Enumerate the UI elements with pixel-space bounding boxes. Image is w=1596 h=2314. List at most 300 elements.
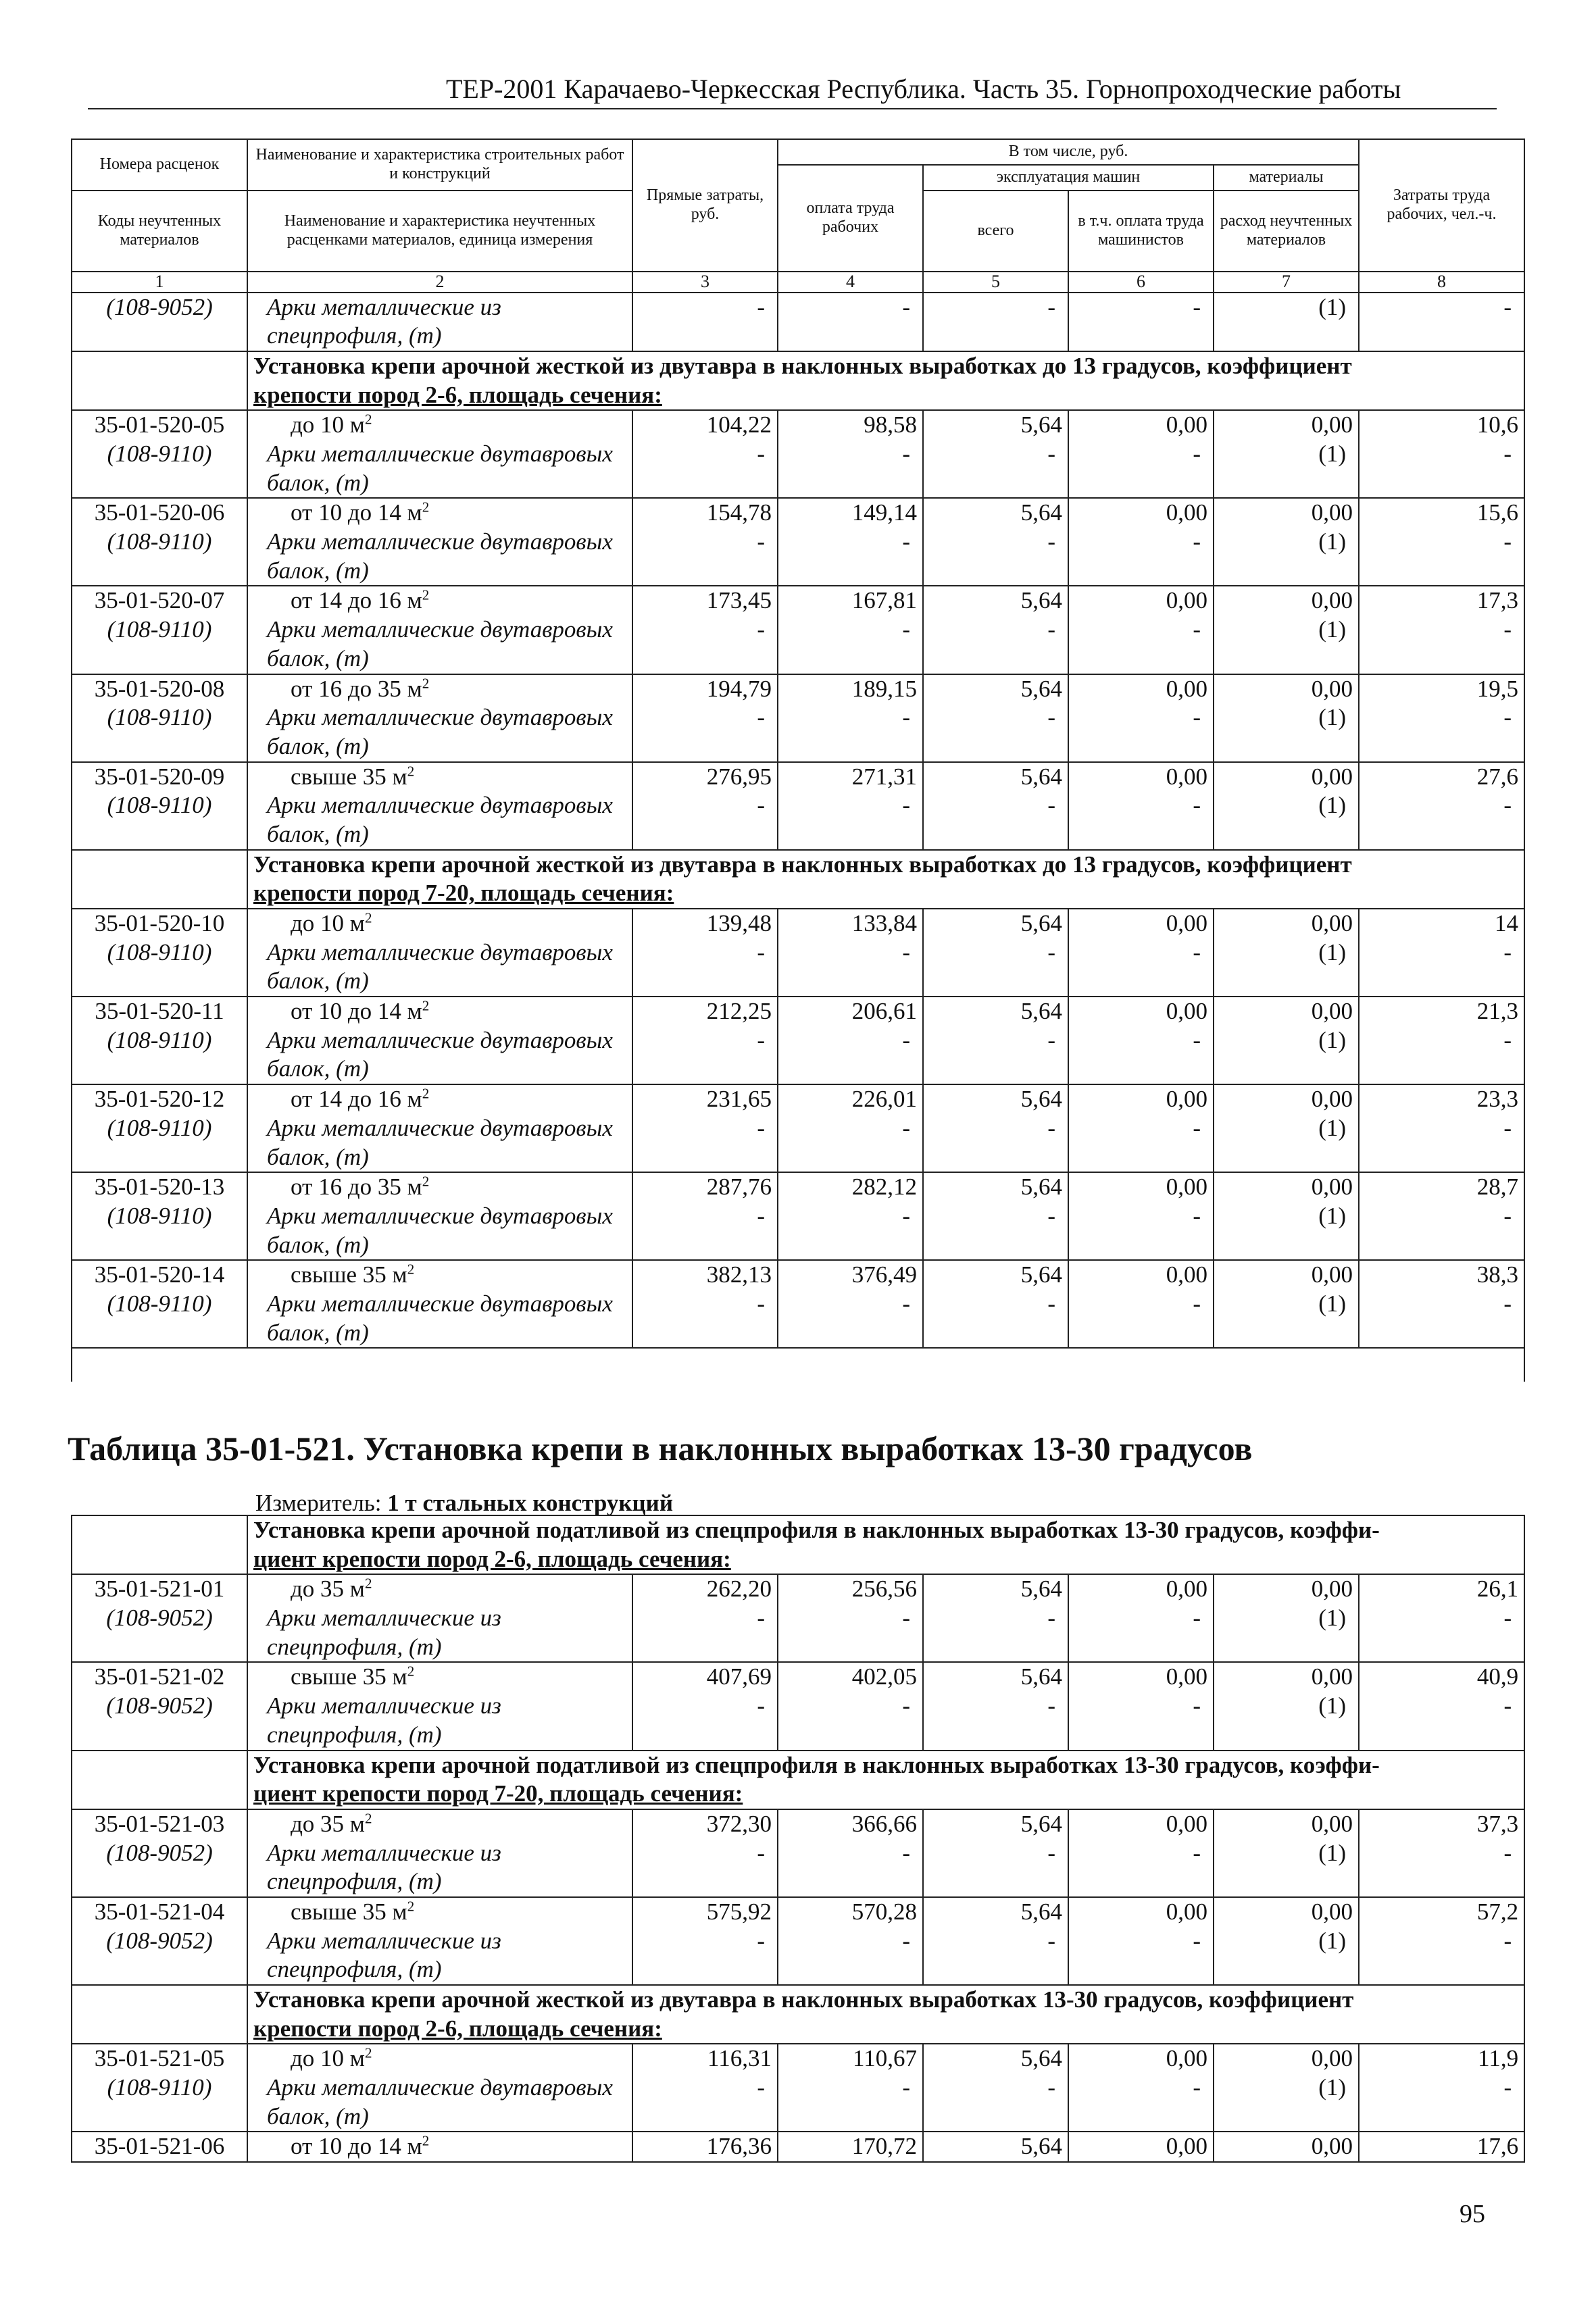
- work-name: [253, 499, 626, 528]
- value: 5,64: [1020, 2045, 1062, 2072]
- value-cell: [1359, 674, 1524, 762]
- value: 149,14: [851, 499, 917, 526]
- table-row: [72, 2044, 1524, 2132]
- section-header-row: [72, 1985, 1524, 2044]
- value-cell: [632, 997, 778, 1084]
- value-cell: [1068, 1897, 1214, 1985]
- value: 570,28: [851, 1898, 917, 1925]
- material-value: -: [902, 293, 910, 320]
- rate-code: 35-01-520-09: [94, 763, 225, 790]
- material-value: -: [1193, 441, 1201, 468]
- value: 256,56: [851, 1576, 917, 1603]
- value: 376,49: [851, 1261, 917, 1288]
- table-row: [72, 1574, 1524, 1662]
- section-header-row: [72, 351, 1524, 410]
- code-cell: [72, 1897, 247, 1985]
- value: 116,31: [707, 2045, 772, 2072]
- value: 194,79: [706, 675, 772, 702]
- value: 276,95: [706, 763, 772, 790]
- value-cell: [1214, 674, 1359, 762]
- unit-exponent: 2: [422, 586, 430, 603]
- value-cell: [1068, 586, 1214, 674]
- value-cell: [1068, 1084, 1214, 1172]
- material-value: -: [1047, 1605, 1055, 1632]
- column-number: 2: [247, 272, 632, 293]
- material-value: -: [1047, 1290, 1055, 1317]
- name-cell: [247, 498, 632, 586]
- value-cell: [632, 1260, 778, 1348]
- value-cell: [1359, 1084, 1524, 1172]
- unit-exponent: 2: [407, 762, 415, 779]
- column-number: 7: [1214, 272, 1359, 293]
- material-value: -: [1047, 1927, 1055, 1954]
- col-header-incl: В том числе, руб.: [778, 139, 1359, 165]
- value: 176,36: [706, 2133, 772, 2160]
- unit-exponent: 2: [422, 1173, 430, 1190]
- material-value: -: [1193, 1927, 1201, 1954]
- material-name: Арки металлические из спецпрофиля, (т): [267, 1605, 501, 1660]
- value: 5,64: [1020, 1898, 1062, 1925]
- material-value: -: [902, 1114, 910, 1141]
- material-code: (108-9052): [106, 1692, 213, 1719]
- material-value: -: [1193, 938, 1201, 965]
- value: 5,64: [1020, 1261, 1062, 1288]
- table-row: [72, 762, 1524, 850]
- value-cell: [1359, 498, 1524, 586]
- value-cell: [923, 2132, 1068, 2162]
- value: 0,00: [1311, 499, 1353, 526]
- material-value: -: [902, 938, 910, 965]
- value-cell: [923, 674, 1068, 762]
- material-value: -: [1047, 792, 1055, 819]
- value-cell: [1214, 293, 1359, 351]
- value-cell: [778, 1809, 923, 1897]
- table-row: [72, 674, 1524, 762]
- value: 0,00: [1311, 2045, 1353, 2072]
- material-code: (108-9110): [107, 441, 212, 468]
- col-header-materials: материалы: [1214, 165, 1359, 191]
- value: 28,7: [1476, 1174, 1518, 1201]
- material-value: -: [1047, 1026, 1055, 1053]
- value-cell: [1359, 2044, 1524, 2132]
- code-cell: [72, 410, 247, 498]
- section-title-subline: крепости пород 2-6, площадь сечения:: [253, 2015, 662, 2042]
- material-value: -: [1193, 1605, 1201, 1632]
- unit-exponent: 2: [364, 909, 372, 926]
- value-cell: [1359, 1172, 1524, 1260]
- material-value: -: [902, 2074, 910, 2101]
- value-cell: [778, 1260, 923, 1348]
- spacer-cell: [72, 1348, 1524, 1382]
- value-cell: [1068, 1662, 1214, 1750]
- rate-code: 35-01-520-05: [94, 411, 225, 438]
- value-cell: [632, 1897, 778, 1985]
- unit-exponent: 2: [364, 411, 372, 428]
- value-cell: [1359, 1574, 1524, 1662]
- measure-label: Измеритель:: [255, 1490, 382, 1516]
- section-title-subline: циент крепости пород 7-20, площадь сечения:: [253, 1780, 743, 1807]
- material-code: (108-9110): [107, 938, 212, 965]
- material-value: -: [1047, 1114, 1055, 1141]
- value-cell: [1068, 1574, 1214, 1662]
- code-cell: [72, 293, 247, 351]
- value: 5,64: [1020, 1663, 1062, 1690]
- material-value: -: [1503, 1605, 1512, 1632]
- value: 173,45: [706, 587, 772, 614]
- material-value: -: [1193, 1202, 1201, 1229]
- section-title-line: Установка крепи арочной жесткой из двутавра в наклонных выработках до 13 градусов, коэффициент: [253, 851, 1352, 878]
- material-code: (108-9110): [107, 528, 212, 555]
- rates-table-521: [71, 1515, 1525, 2163]
- material-value: -: [1047, 938, 1055, 965]
- material-value: (1): [1318, 616, 1346, 643]
- material-value: (1): [1318, 792, 1346, 819]
- value: 17,3: [1476, 587, 1518, 614]
- value: 167,81: [851, 587, 917, 614]
- material-code: (108-9052): [106, 1605, 213, 1632]
- material-name: Арки металлические двутавровых балок, (т): [267, 2074, 613, 2130]
- value-cell: [923, 1172, 1068, 1260]
- value: 21,3: [1476, 998, 1518, 1025]
- value: 262,20: [706, 1576, 772, 1603]
- work-name-text: от 16 до 35 м: [291, 675, 422, 702]
- rate-code: 35-01-520-13: [94, 1174, 225, 1201]
- work-name: [253, 586, 626, 615]
- value: 0,00: [1311, 763, 1353, 790]
- material-value: -: [1193, 2074, 1201, 2101]
- col-header-machines: эксплуатация машин: [923, 165, 1214, 191]
- material-value: -: [1193, 1026, 1201, 1053]
- material-value: -: [1047, 2074, 1055, 2101]
- code-cell: [72, 2044, 247, 2132]
- material-code: (108-9052): [106, 1839, 213, 1866]
- work-name: [253, 1810, 626, 1839]
- material-value: -: [1503, 1026, 1512, 1053]
- value: 5,64: [1020, 499, 1062, 526]
- value-cell: [778, 498, 923, 586]
- material-value: (1): [1318, 1290, 1346, 1317]
- work-name: [253, 763, 626, 792]
- material-value: -: [902, 1202, 910, 1229]
- rate-code: 35-01-521-02: [94, 1663, 225, 1690]
- header-rule: [88, 108, 1497, 109]
- rate-code: 35-01-520-07: [94, 587, 225, 614]
- table-row: [72, 1662, 1524, 1750]
- unit-exponent: 2: [422, 1085, 430, 1102]
- table-row: [72, 1809, 1524, 1897]
- column-number: 8: [1359, 272, 1524, 293]
- material-value: -: [757, 616, 765, 643]
- value-cell: [778, 586, 923, 674]
- table-row: [72, 909, 1524, 997]
- value-cell: [1068, 2132, 1214, 2162]
- value: 0,00: [1311, 1663, 1353, 1690]
- value-cell: [1068, 909, 1214, 997]
- value-cell: [632, 909, 778, 997]
- value-cell: [1359, 1897, 1524, 1985]
- value: 133,84: [851, 910, 917, 937]
- unit-exponent: 2: [407, 1898, 415, 1915]
- value: 5,64: [1020, 675, 1062, 702]
- value: 282,12: [851, 1174, 917, 1201]
- work-name-text: свыше 35 м: [291, 1261, 407, 1288]
- value: 0,00: [1311, 1261, 1353, 1288]
- material-code: (108-9110): [107, 704, 212, 731]
- material-value: -: [902, 1839, 910, 1866]
- value: 0,00: [1166, 1810, 1207, 1837]
- work-name: [253, 2132, 626, 2161]
- value-cell: [632, 674, 778, 762]
- value: 0,00: [1166, 499, 1207, 526]
- work-name-text: от 14 до 16 м: [291, 1086, 422, 1113]
- material-value: -: [1047, 1692, 1055, 1719]
- unit-exponent: 2: [407, 1663, 415, 1680]
- name-cell: [247, 1897, 632, 1985]
- material-value: (1): [1318, 1839, 1346, 1866]
- value-cell: [923, 2044, 1068, 2132]
- material-code: (108-9052): [106, 1927, 213, 1954]
- name-cell: [247, 909, 632, 997]
- value-cell: [778, 1084, 923, 1172]
- material-name: Арки металлические двутавровых балок, (т): [267, 1114, 613, 1170]
- value-cell: [923, 997, 1068, 1084]
- value: 0,00: [1166, 587, 1207, 614]
- value: 5,64: [1020, 1576, 1062, 1603]
- value-cell: [778, 2044, 923, 2132]
- value: 5,64: [1020, 998, 1062, 1025]
- value-cell: [1214, 1809, 1359, 1897]
- material-name: Арки металлические двутавровых балок, (т): [267, 528, 613, 584]
- material-value: -: [757, 441, 765, 468]
- rate-code: 35-01-521-06: [94, 2133, 225, 2160]
- value: 170,72: [851, 2133, 917, 2160]
- unit-exponent: 2: [364, 2044, 372, 2061]
- value-cell: [778, 1172, 923, 1260]
- value-cell: [1068, 997, 1214, 1084]
- material-value: -: [1503, 616, 1512, 643]
- material-value: -: [1047, 616, 1055, 643]
- section-title-line: Установка крепи арочной податливой из спецпрофиля в наклонных выработках 13-30 градусов, коэффи-: [253, 1751, 1380, 1778]
- value-cell: [1214, 1662, 1359, 1750]
- material-value: -: [1503, 528, 1512, 555]
- value-cell: [778, 293, 923, 351]
- material-value: (1): [1318, 938, 1346, 965]
- value-cell: [1359, 2132, 1524, 2162]
- material-value: -: [1503, 1290, 1512, 1317]
- section-gap-cell: [72, 850, 247, 909]
- value: 0,00: [1166, 2133, 1207, 2160]
- unit-exponent: 2: [422, 674, 430, 691]
- value-cell: [1214, 498, 1359, 586]
- value-cell: [1214, 2044, 1359, 2132]
- section-title-line: Установка крепи арочной податливой из спецпрофиля в наклонных выработках 13-30 градусов, коэффи-: [253, 1517, 1380, 1543]
- value-cell: [1214, 1574, 1359, 1662]
- value: 5,64: [1020, 763, 1062, 790]
- material-value: -: [1047, 1839, 1055, 1866]
- material-value: -: [902, 1605, 910, 1632]
- value-cell: [1068, 1809, 1214, 1897]
- material-value: -: [1193, 1114, 1201, 1141]
- page-header: ТЕР-2001 Карачаево-Черкесская Республика. Часть 35. Горнопроходческие работы: [446, 74, 1401, 104]
- work-name-text: до 35 м: [291, 1810, 365, 1837]
- section-title: [247, 351, 1524, 410]
- value-cell: [923, 586, 1068, 674]
- unit-exponent: 2: [364, 1810, 372, 1827]
- value: 38,3: [1476, 1261, 1518, 1288]
- material-value: -: [757, 528, 765, 555]
- value: 226,01: [851, 1086, 917, 1113]
- value: 0,00: [1166, 1576, 1207, 1603]
- work-name: [253, 1173, 626, 1202]
- value-cell: [1214, 1897, 1359, 1985]
- column-number: 3: [632, 272, 778, 293]
- section-gap-cell: [72, 351, 247, 410]
- value-cell: [778, 2132, 923, 2162]
- material-value: -: [757, 1927, 765, 1954]
- value: 11,9: [1478, 2045, 1519, 2072]
- material-value: -: [1503, 2074, 1512, 2101]
- column-number: 5: [923, 272, 1068, 293]
- value: 26,1: [1476, 1576, 1519, 1603]
- value-cell: [923, 762, 1068, 850]
- section-header-row: [72, 850, 1524, 909]
- value: 104,22: [706, 411, 772, 438]
- material-value: (1): [1318, 1114, 1346, 1141]
- rate-code: 35-01-521-03: [94, 1810, 225, 1837]
- rate-code: 35-01-520-14: [94, 1261, 225, 1288]
- value: 19,5: [1476, 675, 1518, 702]
- work-name-text: от 16 до 35 м: [291, 1174, 422, 1201]
- value-cell: [923, 1662, 1068, 1750]
- measure-value: 1 т стальных конструкций: [387, 1490, 673, 1516]
- value: 0,00: [1166, 1174, 1207, 1201]
- section-title-line: Установка крепи арочной жесткой из двутавра в наклонных выработках 13-30 градусов, коэффициент: [253, 1986, 1354, 2013]
- rate-code: 35-01-521-05: [94, 2045, 225, 2072]
- value: 189,15: [851, 675, 917, 702]
- work-name: [253, 1575, 626, 1604]
- column-number: 1: [72, 272, 247, 293]
- work-name: [253, 997, 626, 1026]
- material-code: (108-9110): [107, 616, 212, 643]
- value-cell: [923, 1260, 1068, 1348]
- material-name: Арки металлические двутавровых балок, (т): [267, 1026, 613, 1082]
- value: 0,00: [1166, 1261, 1207, 1288]
- name-cell: [247, 1172, 632, 1260]
- value-cell: [1214, 1084, 1359, 1172]
- code-cell: [72, 586, 247, 674]
- value: 5,64: [1020, 910, 1062, 937]
- table-title: Таблица 35-01-521. Установка крепи в наклонных выработках 13-30 градусов: [68, 1430, 1253, 1467]
- value-cell: [778, 674, 923, 762]
- material-name: Арки металлические двутавровых балок, (т): [267, 616, 613, 672]
- value: 5,64: [1020, 1086, 1062, 1113]
- value: 0,00: [1166, 910, 1207, 937]
- value: 212,25: [706, 998, 772, 1025]
- value: 231,65: [706, 1086, 772, 1113]
- work-name: [253, 675, 626, 704]
- unit-exponent: 2: [407, 1261, 415, 1278]
- section-gap-cell: [72, 1515, 247, 1574]
- material-value: (1): [1318, 1927, 1346, 1954]
- material-value: -: [757, 1605, 765, 1632]
- value: 0,00: [1166, 411, 1207, 438]
- section-title-subline: крепости пород 7-20, площадь сечения:: [253, 880, 674, 907]
- material-value: -: [757, 1692, 765, 1719]
- work-name-text: от 10 до 14 м: [291, 2133, 422, 2160]
- value-cell: [1068, 2044, 1214, 2132]
- table-bottom-spacer: [72, 1348, 1524, 1382]
- name-cell: [247, 1574, 632, 1662]
- material-value: -: [1503, 1692, 1512, 1719]
- table-row: [72, 498, 1524, 586]
- material-value: -: [1047, 528, 1055, 555]
- value: 5,64: [1020, 1810, 1062, 1837]
- material-name: Арки металлические двутавровых балок, (т): [267, 704, 613, 759]
- rate-code: 35-01-520-12: [94, 1086, 225, 1113]
- work-name-text: свыше 35 м: [291, 763, 407, 790]
- value-cell: [1359, 909, 1524, 997]
- value-cell: [923, 293, 1068, 351]
- name-cell: [247, 293, 632, 351]
- material-name: Арки металлические двутавровых балок, (т): [267, 441, 613, 496]
- unit-exponent: 2: [364, 1575, 372, 1592]
- col-header-rate-numbers: Номера расценок: [99, 155, 220, 174]
- material-code: (108-9110): [107, 2074, 212, 2101]
- material-value: -: [1193, 528, 1201, 555]
- value-cell: [632, 498, 778, 586]
- col-header-material-usage: расход неучтенных материалов: [1214, 191, 1359, 272]
- value: 15,6: [1476, 499, 1518, 526]
- table-row: [72, 1260, 1524, 1348]
- col-header-material-names: Наименование и характеристика неучтенных расценками материалов, единица измерения: [247, 191, 632, 272]
- code-cell: [72, 498, 247, 586]
- section-title-subline: крепости пород 2-6, площадь сечения:: [253, 381, 662, 408]
- work-name: [253, 1085, 626, 1114]
- value: 154,78: [706, 499, 772, 526]
- code-cell: [72, 1662, 247, 1750]
- value: 402,05: [851, 1663, 917, 1690]
- value-cell: [1068, 293, 1214, 351]
- material-value: -: [1503, 1114, 1512, 1141]
- unit-exponent: 2: [422, 499, 430, 515]
- name-cell: [247, 674, 632, 762]
- value: 23,3: [1476, 1086, 1518, 1113]
- value-cell: [778, 909, 923, 997]
- work-name-text: до 10 м: [291, 2045, 365, 2072]
- table-row: [72, 1897, 1524, 1985]
- material-value: -: [757, 1114, 765, 1141]
- table-row: [72, 1084, 1524, 1172]
- section-title: [247, 1751, 1524, 1809]
- value-cell: [632, 1172, 778, 1260]
- value: 5,64: [1020, 587, 1062, 614]
- table-row: [72, 410, 1524, 498]
- table-row: [72, 2132, 1524, 2162]
- work-name-text: от 14 до 16 м: [291, 587, 422, 614]
- code-cell: [72, 674, 247, 762]
- work-name-text: свыше 35 м: [291, 1898, 407, 1925]
- value-cell: [1214, 1172, 1359, 1260]
- value-cell: [778, 1662, 923, 1750]
- value-cell: [632, 1084, 778, 1172]
- section-title: [247, 850, 1524, 909]
- material-value: (1): [1318, 528, 1346, 555]
- code-cell: [72, 762, 247, 850]
- value: 0,00: [1166, 1898, 1207, 1925]
- value-cell: [778, 1897, 923, 1985]
- value-cell: [1214, 997, 1359, 1084]
- value: 0,00: [1311, 2133, 1353, 2160]
